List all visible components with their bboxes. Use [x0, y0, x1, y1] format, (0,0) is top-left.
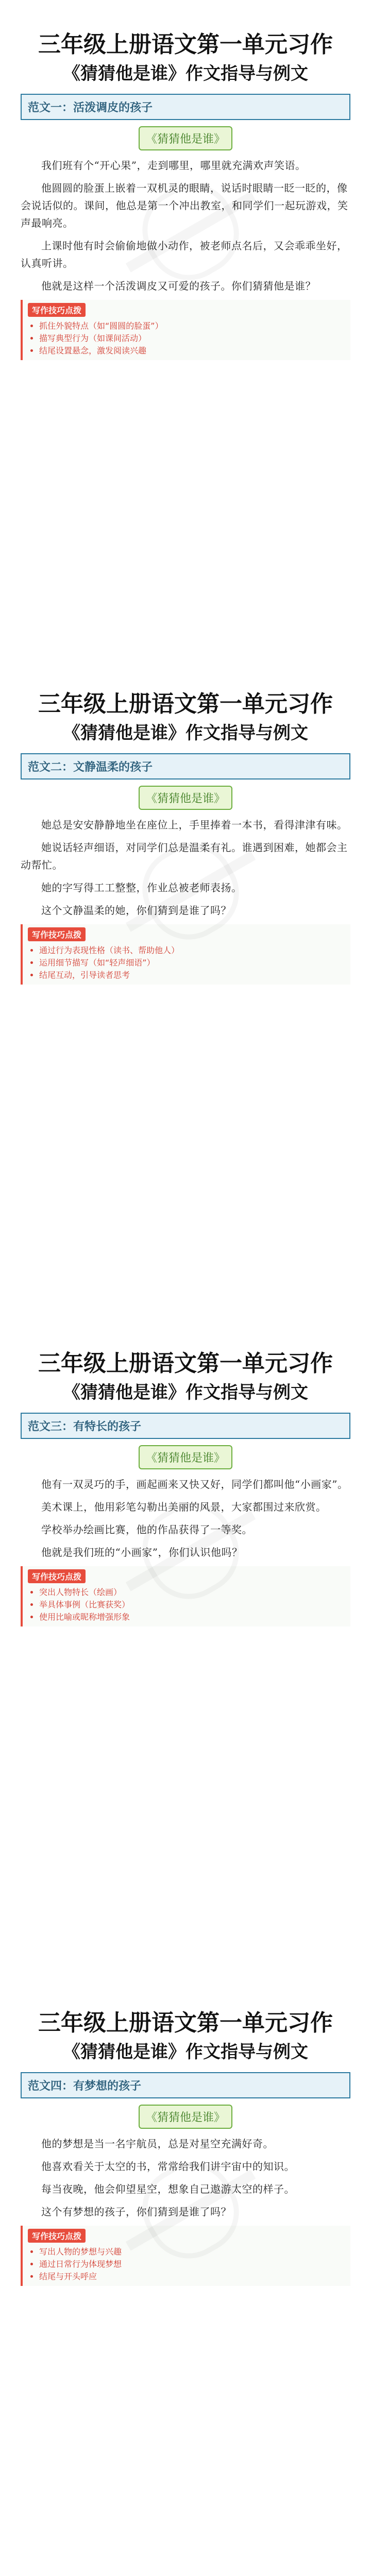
tips-list — [28, 320, 345, 357]
paragraph: 他的梦想是当一名宇航员，总是对星空充满好奇。 — [41, 2138, 274, 2150]
badge-wrap — [21, 2098, 350, 2129]
paragraph: 这个文静温柔的她，你们猜到是谁了吗？ — [41, 904, 231, 917]
tip-item: • 突出人物特长（绘画） — [39, 1586, 345, 1599]
section-subtitle: 《猜猜他是谁》作文指导与例文 — [63, 723, 308, 743]
tips-title: 写作技巧点拨 — [28, 303, 86, 317]
paragraph: 她说话轻声细语，对同学们总是温柔有礼。谁遇到困难，她都会主动帮忙。 — [21, 841, 348, 871]
tips-title: 写作技巧点拨 — [28, 1569, 86, 1583]
section-subtitle: 《猜猜他是谁》作文指导与例文 — [63, 63, 308, 84]
tip-item: • 结尾设置悬念，激发阅读兴趣 — [39, 345, 345, 357]
section-1 — [0, 0, 371, 659]
paragraph: 上课时他有时会偷偷地做小动作，被老师点名后，又会乖乖坐好，认真听讲。 — [21, 240, 348, 269]
section-title: 三年级上册语文第一单元习作 — [38, 1350, 333, 1377]
badge-wrap — [21, 120, 350, 150]
example-subtitle: 范文一：活泼调皮的孩子 — [28, 101, 153, 114]
section-3 — [0, 1319, 371, 1978]
tips-list — [28, 944, 345, 981]
section-subtitle: 《猜猜他是谁》作文指导与例文 — [63, 2042, 308, 2062]
section-title: 三年级上册语文第一单元习作 — [38, 2010, 333, 2036]
paragraph: 我们班有个“开心果”，走到哪里，哪里就充满欢声笑语。 — [41, 159, 306, 172]
tip-item: • 描写典型行为（如课间活动） — [39, 332, 345, 345]
tips-title: 写作技巧点拨 — [28, 927, 86, 941]
badge-wrap — [21, 779, 350, 810]
tip-item: • 运用细节描写（如“轻声细语”） — [39, 957, 345, 969]
tip-item: • 通过日常行为体现梦想 — [39, 2258, 345, 2270]
tip-item: • 举具体事例（比赛获奖） — [39, 1599, 345, 1611]
tip-item: • 写出人物的梦想与兴趣 — [39, 2246, 345, 2258]
tip-item: • 通过行为表现性格（读书、帮助他人） — [39, 944, 345, 957]
tip-item: • 抓住外貌特点（如“圆圆的脸蛋”） — [39, 320, 345, 332]
paragraph: 他就是这样一个活泼调皮又可爱的孩子。你们猜猜他是谁？ — [41, 280, 316, 292]
topic-badge: 《猜猜他是谁》 — [139, 786, 232, 810]
subtitle-box — [21, 2072, 350, 2098]
tip-item: • 使用比喻或昵称增强形象 — [39, 1611, 345, 1623]
paragraph: 他喜欢看关于太空的书，常常给我们讲宇宙中的知识。 — [41, 2160, 295, 2173]
example-subtitle: 范文二：文静温柔的孩子 — [28, 761, 153, 774]
badge-wrap — [21, 1439, 350, 1469]
tips-title: 写作技巧点拨 — [28, 2229, 86, 2243]
section-4 — [0, 1978, 371, 2576]
paragraph: 这个有梦想的孩子，你们猜到是谁了吗？ — [41, 2206, 231, 2218]
section-subtitle: 《猜猜他是谁》作文指导与例文 — [63, 1382, 308, 1403]
subtitle-box — [21, 753, 350, 779]
section-2 — [0, 659, 371, 1319]
section-title: 三年级上册语文第一单元习作 — [38, 31, 333, 58]
paragraph: 美术课上，他用彩笔勾勒出美丽的风景，大家都围过来欣赏。 — [41, 1501, 327, 1513]
paragraph: 他就是我们班的“小画家”，你们认识他吗？ — [41, 1546, 243, 1558]
subtitle-box — [21, 94, 350, 120]
paragraph: 每当夜晚，他会仰望星空，想象自己遨游太空的样子。 — [41, 2183, 295, 2195]
paragraph: 她的字写得工工整整，作业总被老师表扬。 — [41, 882, 242, 894]
example-subtitle: 范文四：有梦想的孩子 — [28, 2080, 142, 2093]
subtitle-box — [21, 1413, 350, 1439]
paragraph: 他圆圆的脸蛋上嵌着一双机灵的眼睛，说话时眼睛一眨一眨的，像会说话似的。课间，他总是第一个冲出教室，和同学们一起玩游戏，笑声最响亮。 — [21, 182, 348, 229]
tips-box — [21, 300, 350, 360]
topic-badge: 《猜猜他是谁》 — [139, 1445, 232, 1469]
topic-badge: 《猜猜他是谁》 — [139, 126, 232, 150]
paragraph: 学校举办绘画比赛，他的作品获得了一等奖。 — [41, 1523, 252, 1536]
tip-item: • 结尾与开头呼应 — [39, 2270, 345, 2283]
tip-item: • 结尾互动，引导读者思考 — [39, 969, 345, 981]
topic-badge: 《猜猜他是谁》 — [139, 2105, 232, 2129]
section-title: 三年级上册语文第一单元习作 — [38, 691, 333, 717]
paragraph: 他有一双灵巧的手，画起画来又快又好，同学们都叫他“小画家”。 — [41, 1478, 348, 1490]
paragraph: 她总是安安静静地坐在座位上，手里捧着一本书，看得津津有味。 — [41, 819, 348, 831]
example-subtitle: 范文三：有特长的孩子 — [28, 1420, 142, 1433]
